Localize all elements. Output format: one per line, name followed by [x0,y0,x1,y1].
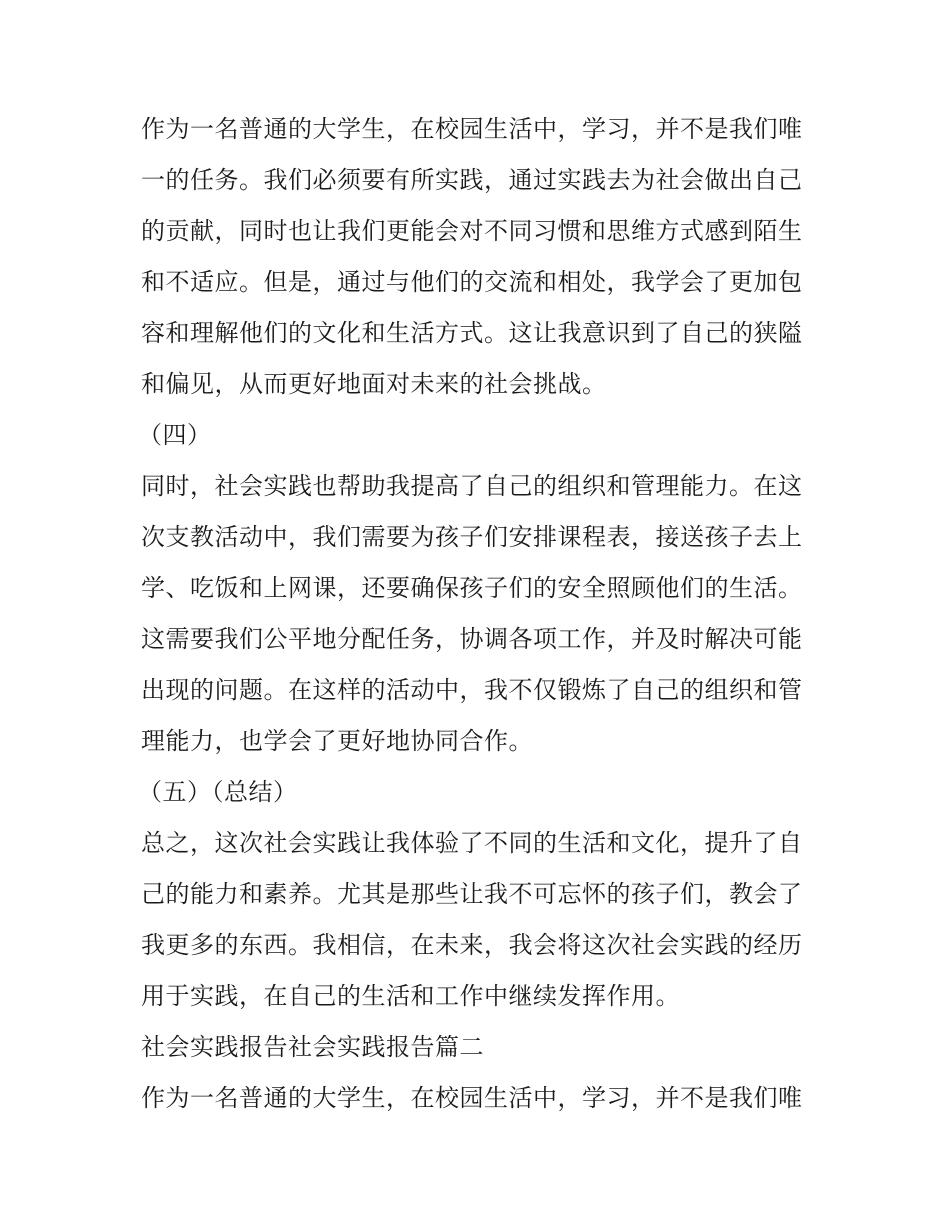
paragraph-line: 己的能力和素养。尤其是那些让我不可忘怀的孩子们，教会了 [141,880,803,908]
paragraph-line: 用于实践，在自己的生活和工作中继续发挥作用。 [141,982,680,1010]
section-heading: （五）（总结） [138,778,298,806]
paragraph-line: 学、吃饭和上网课，还要确保孩子们的安全照顾他们的生活。 [141,574,803,602]
paragraph-line: 我更多的东西。我相信，在未来，我会将这次社会实践的经历 [141,931,803,959]
paragraph-line: 总之，这次社会实践让我体验了不同的生活和文化，提升了自 [141,829,803,857]
paragraph-line: 同时，社会实践也帮助我提高了自己的组织和管理能力。在这 [141,472,803,500]
paragraph-line: 理能力，也学会了更好地协同合作。 [141,727,533,755]
paragraph-line: 的贡献，同时也让我们更能会对不同习惯和思维方式感到陌生 [141,217,803,245]
paragraph-line: 一的任务。我们必须要有所实践，通过实践去为社会做出自己 [141,166,803,194]
document-body [138,104,821,1124]
paragraph-line: 出现的问题。在这样的活动中，我不仅锻炼了自己的组织和管 [141,676,803,704]
paragraph-line: 和偏见，从而更好地面对未来的社会挑战。 [141,370,607,398]
paragraph-line: 次支教活动中，我们需要为孩子们安排课程表，接送孩子去上 [141,523,803,551]
paragraph-line: 作为一名普通的大学生，在校园生活中，学习，并不是我们唯 [141,1084,803,1112]
paragraph-line: 作为一名普通的大学生，在校园生活中，学习，并不是我们唯 [141,115,803,143]
paragraph-line: 这需要我们公平地分配任务，协调各项工作，并及时解决可能 [141,625,803,653]
paragraph-line: 容和理解他们的文化和生活方式。这让我意识到了自己的狭隘 [141,319,803,347]
section-heading: （四） [138,421,212,449]
article-title: 社会实践报告社会实践报告篇二 [141,1033,484,1061]
paragraph-line: 和不适应。但是，通过与他们的交流和相处，我学会了更加包 [141,268,803,296]
